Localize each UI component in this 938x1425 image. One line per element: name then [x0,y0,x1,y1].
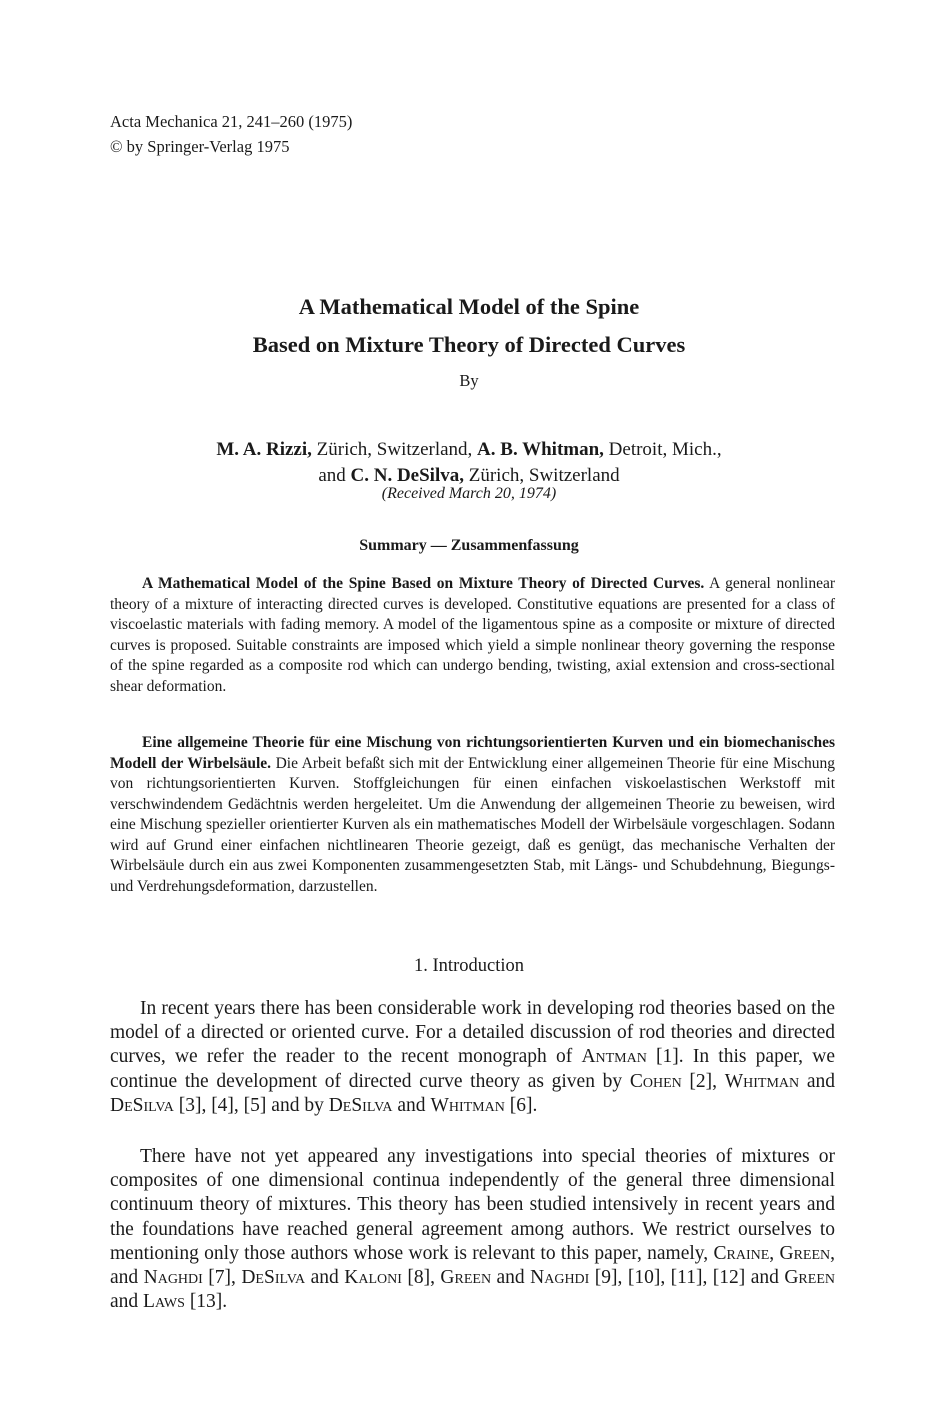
journal-header [110,109,352,159]
author-line-1 [0,437,938,463]
author-ref: Green [784,1267,835,1289]
abstract-title: A Mathematical Model of the Spine Based on Mixture Theory of Directed Curves. [142,575,705,592]
copyright-notice: © by Springer-Verlag 1975 [110,137,290,156]
by-line: By [459,371,479,390]
author-ref: DeSilva [241,1267,306,1289]
author-ref: DeSilva [110,1094,174,1116]
abstract-text: A general nonlinear theory of a mixture of interacting directed curves is developed. Constitutive equations are presented for a class of viscoelastic materials with fading memory. A model of the ligamentous spine as a composite or mixture of directed curves is proposed. Suitable constraints are imposed which yield a simple nonlinear theory governing the response of the spine regarded as a composite rod which can undergo bending, twisting, axial extension and cross-sectional shear deformation. [110,575,836,695]
author-affiliation: Zürich, Switzerland, [311,439,478,460]
author-ref: DeSilva [328,1094,393,1116]
author-affiliation: Zürich, Switzerland [464,465,620,486]
abstract-text: Die Arbeit befaßt sich mit der Entwicklung einer allgemeinen Theorie für eine Mischung von richtungsorientierten Kurven. Stoffgleichungen für einen einfachen viskoelastischen Werkstoff mit verschwindendem Gedächtnis werden hergeleitet. Um die Anwendung der allgemeinen Theorie zu beweisen, wird eine Mischung spezieller orientierter Kurven als ein mathematisches Modell der Wirbelsäule vorgeschlagen. Sodann wird auf Grund einer einfachen nichtlinearen Theorie gezeigt, daß es genügt, das mechanische Verhalten der Wirbelsäule durch ein aus zwei Komponenten zusammengesetzten Stab, mit Längs- und Schubdehnung, Biegungs- und Verdrehungsdeformation, darzustellen. [110,754,835,895]
author-ref: Naghdi [530,1267,590,1289]
author-ref: Laws [143,1291,185,1313]
author-ref: Craine [713,1242,770,1264]
article-title [0,288,938,364]
conjunction: and [318,465,351,486]
intro-paragraph-1: In recent years there has been considerable work in developing rod theories based on the model of a directed or oriented curve. For a detailed discussion of rod theories and directed curves, we refer the reader to the recent monograph of Antman [1]. In this paper, we continue the development of directed curve theory as given by Cohen [2], Whitman and DeSilva [3], [4], [5] and by DeSilva and Whitman [6]. [110,998,835,1116]
title-line-1: A Mathematical Model of the Spine [298,294,640,319]
author-name: C. N. DeSilva, [350,465,464,486]
abstract-english [110,574,835,697]
author-ref: Cohen [629,1070,682,1092]
section-heading: 1. Introduction [414,956,524,976]
journal-citation: Acta Mechanica 21, 241–260 (1975) [110,112,353,131]
abstract-title: Eine allgemeine Theorie für eine Mischung von richtungsorientierten Kurven und ein biomechanisches Modell der Wirbelsäule. [110,734,835,772]
abstract-german [110,733,835,897]
author-ref: Naghdi [143,1267,203,1289]
author-ref: Kaloni [344,1267,402,1289]
author-ref: Green [440,1267,492,1289]
title-line-2: Based on Mixture Theory of Directed Curves [252,332,686,357]
author-list [0,437,938,489]
received-date: (Received March 20, 1974) [381,485,557,502]
author-name: A. B. Whitman, [477,439,604,460]
author-ref: Antman [581,1046,647,1068]
author-affiliation: Detroit, Mich., [603,439,722,460]
author-ref: Green [779,1242,831,1264]
summary-heading: Summary — Zusammenfassung [359,537,579,554]
intro-paragraph-2: There have not yet appeared any investigations into special theories of mixtures or composites of one dimensional continua independently of the general three dimensional continuum theory of mixtures. This theory has been studied intensively in recent years and the foundations have reached general agreement among authors. We restrict ourselves to mentioning only those authors whose work is relevant to this paper, namely, Craine, Green, and Naghdi [7], DeSilva and Kaloni [8], Green and Naghdi [9], [10], [11], [12] and Green and Laws [13]. [110,1146,836,1313]
author-name: M. A. Rizzi, [216,439,312,460]
author-ref: Whitman [430,1094,505,1116]
author-ref: Whitman [724,1070,800,1092]
